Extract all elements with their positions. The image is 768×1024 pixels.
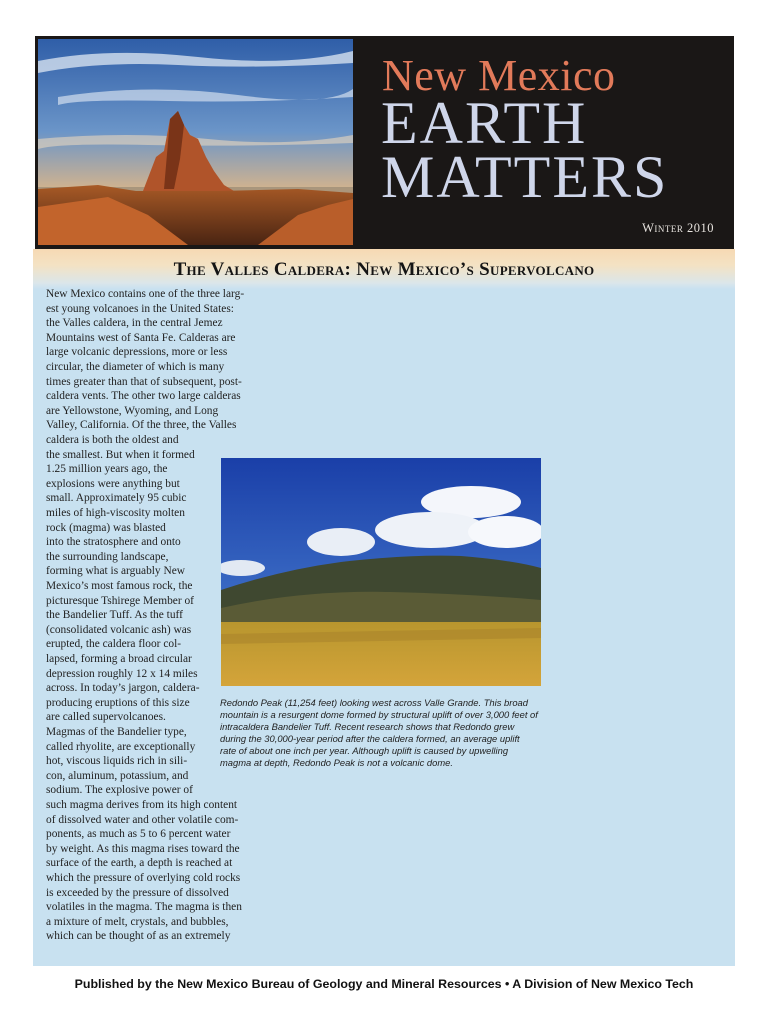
text-line: hot, viscous liquids rich in sili-: [46, 755, 188, 768]
text-line: Mountains west of Santa Fe. Calderas are: [46, 331, 236, 344]
text-line: miles of high-viscosity molten: [46, 507, 185, 519]
text-line: circular, the diameter of which is many: [46, 361, 225, 373]
text-line: such magma derives from its high content: [46, 799, 238, 811]
text-line: volatiles in the magma. The magma is then: [46, 901, 242, 914]
text-line: rock (magma) was blasted: [46, 521, 166, 534]
text-line: New Mexico contains one of the three larg-: [46, 288, 245, 300]
text-line: called rhyolite, are exceptionally: [46, 740, 196, 753]
text-line: Valley, California. Of the three, the Valles: [46, 419, 237, 432]
title-new-mexico: New Mexico: [382, 51, 616, 100]
text-line: con, aluminum, potassium, and: [46, 769, 189, 782]
text-line: est young volcanoes in the United States:: [46, 302, 234, 315]
text-line: picturesque Tshirege Member of: [46, 594, 194, 607]
issue-date: Winter 2010: [642, 221, 714, 235]
text-line: depression roughly 12 x 14 miles: [46, 667, 198, 680]
text-line: lapsed, forming a broad circular: [46, 653, 192, 665]
redondo-peak-photo: [221, 458, 541, 686]
text-line: producing eruptions of this size: [46, 696, 190, 709]
text-line: the surrounding landscape,: [46, 550, 169, 563]
masthead: [35, 36, 734, 249]
text-line: Mexico’s most famous rock, the: [46, 580, 193, 592]
text-line: the Bandelier Tuff. As the tuff: [46, 609, 183, 622]
text-line: ponents, as much as 5 to 6 percent water: [46, 828, 231, 841]
text-line: erupted, the caldera floor col-: [46, 638, 182, 651]
text-line: explosions were anything but: [46, 477, 180, 490]
text-line: into the stratosphere and onto: [46, 536, 181, 549]
text-line: are Yellowstone, Wyoming, and Long: [46, 404, 219, 417]
text-line: forming what is arguably New: [46, 565, 185, 578]
text-line: large volcanic depressions, more or less: [46, 346, 228, 359]
title-earth: EARTH: [381, 90, 588, 156]
photo-caption: Redondo Peak (11,254 feet) looking west across Valle Grande. This broad mountain is a resurgent dome formed by structural uplift of over 3,000 feet of intracaldera Bandelier Tuff. Recent research shows that Redondo grew during the 30,000-year period after the caldera formed, an average uplift rate of about one inch per year. Although uplift is caused by upwelling magma at depth, Redondo Peak is not a volcanic dome.: [220, 697, 538, 769]
text-line: across. In today’s jargon, caldera-: [46, 682, 200, 695]
text-line: 1.25 million years ago, the: [46, 463, 168, 476]
shiprock-photo: [38, 39, 353, 245]
text-line: caldera vents. The other two large calderas: [46, 390, 241, 403]
article-headline: The Valles Caldera: New Mexico’s Supervolcano: [173, 259, 595, 280]
text-line: is exceeded by the pressure of dissolved: [46, 886, 229, 899]
text-line: small. Approximately 95 cubic: [46, 492, 187, 505]
title-matters: MATTERS: [381, 144, 669, 210]
text-line: sodium. The explosive power of: [46, 784, 193, 797]
text-line: are called supervolcanoes.: [46, 711, 166, 724]
text-line: by weight. As this magma rises toward the: [46, 842, 240, 855]
text-line: Magmas of the Bandelier type,: [46, 726, 187, 738]
text-line: the Valles caldera, in the central Jemez: [46, 317, 223, 330]
text-line: times greater than that of subsequent, post-: [46, 375, 242, 388]
text-line: the smallest. But when it formed: [46, 448, 195, 461]
text-line: caldera is both the oldest and: [46, 434, 179, 446]
publisher-footer: Published by the New Mexico Bureau of Geology and Mineral Resources • A Division of New Mexico Tech: [74, 977, 694, 991]
text-line: which the pressure of overlying cold rocks: [46, 872, 241, 884]
text-line: (consolidated volcanic ash) was: [46, 623, 192, 636]
text-line: surface of the earth, a depth is reached at: [46, 857, 233, 870]
masthead-title: [355, 36, 734, 249]
text-line: of dissolved water and other volatile com-: [46, 813, 239, 826]
text-line: which can be thought of as an extremely: [46, 930, 231, 943]
text-line: a mixture of melt, crystals, and bubbles,: [46, 915, 229, 928]
